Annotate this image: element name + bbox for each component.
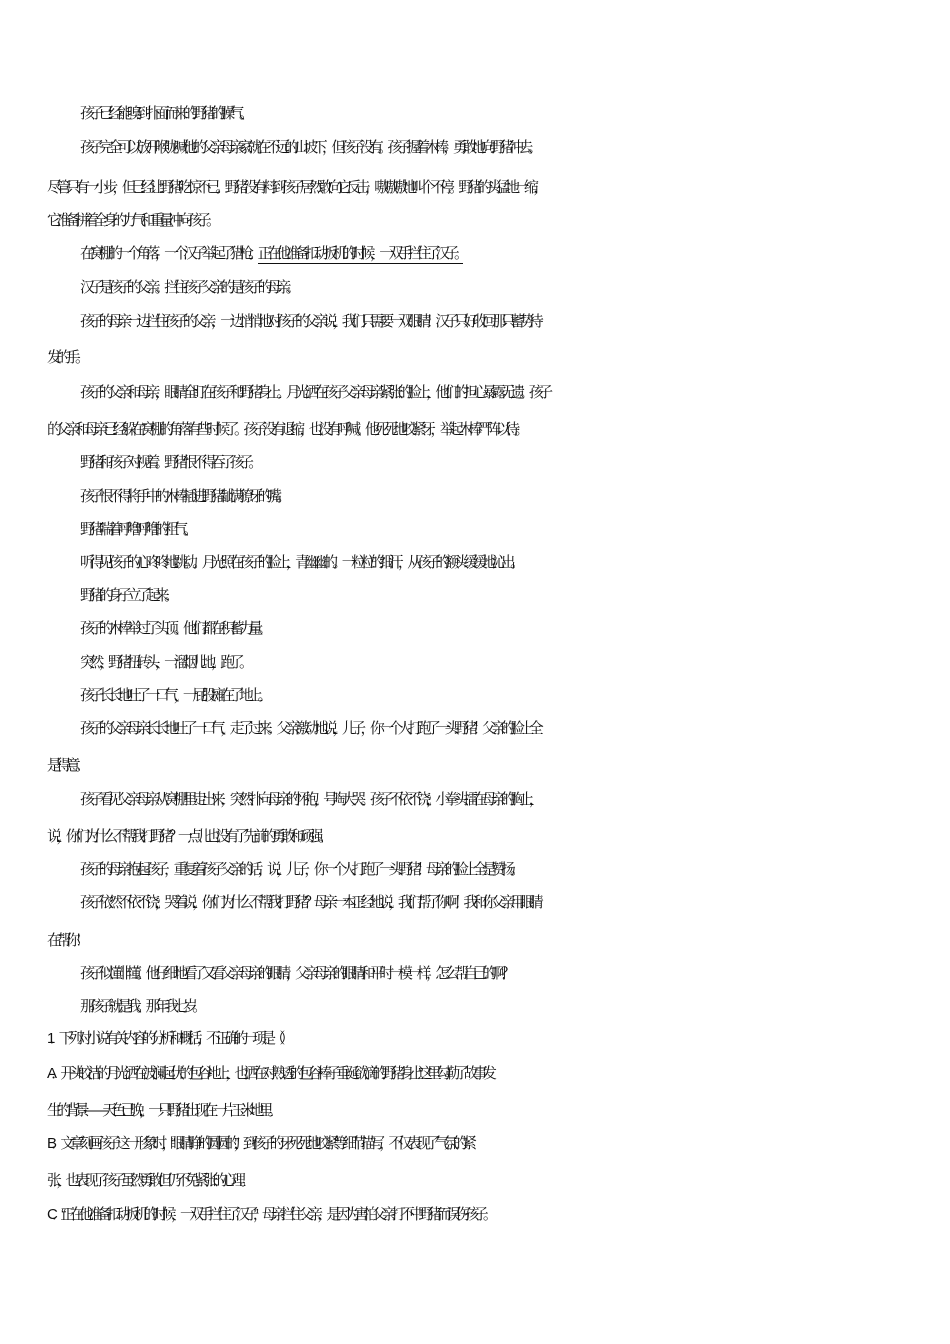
paragraph-flee: 突然，野猪扭转头，一溜烟儿地，跑了。 (80, 653, 249, 671)
paragraph-ending: 那孩子就是我。那年我七岁。 (80, 997, 202, 1015)
option-b-line-1: B．文章刻画孩子这一形象时，“眼睛睁的圆圆的”，到“孩子的牙死死地咬紧”等细节描写，不仅表现了气氛的紧 (47, 1135, 472, 1152)
paragraph-raise: 孩子的木棒举过了头顶。他们都在积蓄力量。 (80, 619, 268, 637)
paragraph-watch-line-1: 孩子的父亲和母亲，眼睛全盯在孩子和野猪身上。月光洒在孩子父亲母亲紧张的脸上，他们的担心暴露无遗。孩子 (80, 383, 548, 401)
option-b-line-2: 张，也表现了孩子虽然勇敢但仍不免紧张的心理。 (47, 1172, 250, 1189)
paragraph-proud-line-1: 孩子的父亲母亲长长地吐了一口气，走了过来。父亲激动地说，儿子，你一个人打跑了一头野猪！父亲的脸上全 (80, 719, 539, 737)
paragraph-mother-line-1: 孩子的母亲一边拦住孩子的父亲，一边悄悄地对孩子的父亲说，我们只需要一双眼睛！汉子只好收回那只蓄势待 (80, 312, 539, 330)
paragraph-proud-line-2: 是得意。 (47, 756, 85, 774)
paragraph-cry-line-1: 孩子看见父亲母亲从窝棚里走出来，突然扑向母亲的怀抱，号啕大哭。孩子不依不饶，小拳头擂在母亲的胸上， (80, 790, 539, 808)
paragraph-rifle: 在窝棚的一个角落，一个汉子举起了猎枪。正在他准备扣动扳机的时候，一双手拦住了汉子。 (80, 244, 464, 262)
paragraph-mother-line-2: 发的手。 (47, 348, 85, 366)
question-stem: 1．下列对小说有关内容的分析和概括，不正确的一项是（） (47, 1030, 289, 1047)
underlined-sentence: 正在他准备扣动扳机的时候，一双手拦住了汉子。 (257, 244, 464, 262)
paragraph-charge-line-1: 孩子完全可以放开喉咙喊他的父亲母亲--家就在不远的山坡下，但孩子没有。孩子握着木棒，勇敢地向野猪冲去。 (80, 138, 537, 156)
paragraph-charge-line-3: 它准备拼着全身的力气和重量冲向孩子。 (47, 211, 216, 229)
option-a-line-1: A．开头“皎洁的月光洒在波澜起伏的包谷地上，也洒在对熟透的包谷棒子垂涎欲滴的野猪身上”这里勾勒了故事发 (47, 1065, 492, 1082)
paragraph-praise: 孩子的母亲抱起孩子，重复着孩子父亲的话，说，儿子，你一个人打跑了一头野猪！母亲的脸上全是赞扬。 (80, 860, 520, 878)
paragraph-charge-line-2: 尽管只有一小步，但已经让野猪吃惊不已。野猪没有料到孩子居然敢向它反击，嗷嗷嗷地叫个不停。野猪的头猛地一缩， (47, 178, 543, 196)
paragraph-sniff: 孩子已经能嗅到扑面而来的野猪的臊气。 (80, 104, 249, 122)
paragraph-stand: 野猪的身子立了起来。 (80, 586, 174, 604)
paragraph-stare: 野猪和孩子对视着。野猪恨不得吞了孩子。 (80, 453, 258, 471)
paragraph-watch-line-2: 的父亲和母亲已经躲在窝棚的角落有些时候了。孩子没有退缩，也没有呼喊。他死死地咬紧牙，举起木棒严阵以待。 (47, 420, 524, 438)
paragraph-eyes-line-2: 在帮你！ (47, 931, 85, 949)
paragraph-breath: 野猪喘着呼噜呼噜的粗气。 (80, 520, 193, 538)
paragraph-cry-line-2: 说，你们为什么不帮我打野猪？一点儿也没有了先前的勇敢和顽强。 (47, 827, 328, 845)
option-a-line-2: 生的背景——天色已晚，一只野猪出现在一片玉米地里。 (47, 1102, 278, 1119)
paragraph-collapse: 孩子长长地吐了一口气，一屁股瘫在了地上。 (80, 686, 268, 704)
option-c-line-1: C．“正在他准备扣动扳机的时候，一双手拦住了汉子”，母亲拦住父亲，是因为害怕父亲打不中野猪而误伤孩子。 (47, 1206, 493, 1223)
paragraph-stick: 孩子恨不得将手中的木棒插进野猪龇满獠牙的嘴。 (80, 487, 286, 505)
paragraph-puzzled: 孩子似懂非懂。他仔细地看了又看父亲母亲的眼睛，父亲母亲的眼睛和平时一模一样，怎么帮自己的啊？ (80, 964, 511, 982)
paragraph-eyes-line-1: 孩子依然不依不饶，哭着说，你们为什么不帮我打野猪？母亲一本正经地说，我们帮了你啊！我和你父亲用眼睛 (80, 893, 539, 911)
paragraph-heartbeat: 听得见孩子的心咚咚地跳动。月光照在孩子的脸上，青幽幽的。一粒粒的细汗，从孩子的额头缓缓地沁出。 (80, 553, 520, 571)
paragraph-father: 汉子是孩子的父亲。拦住孩子父亲的是孩子的母亲。 (80, 278, 296, 296)
